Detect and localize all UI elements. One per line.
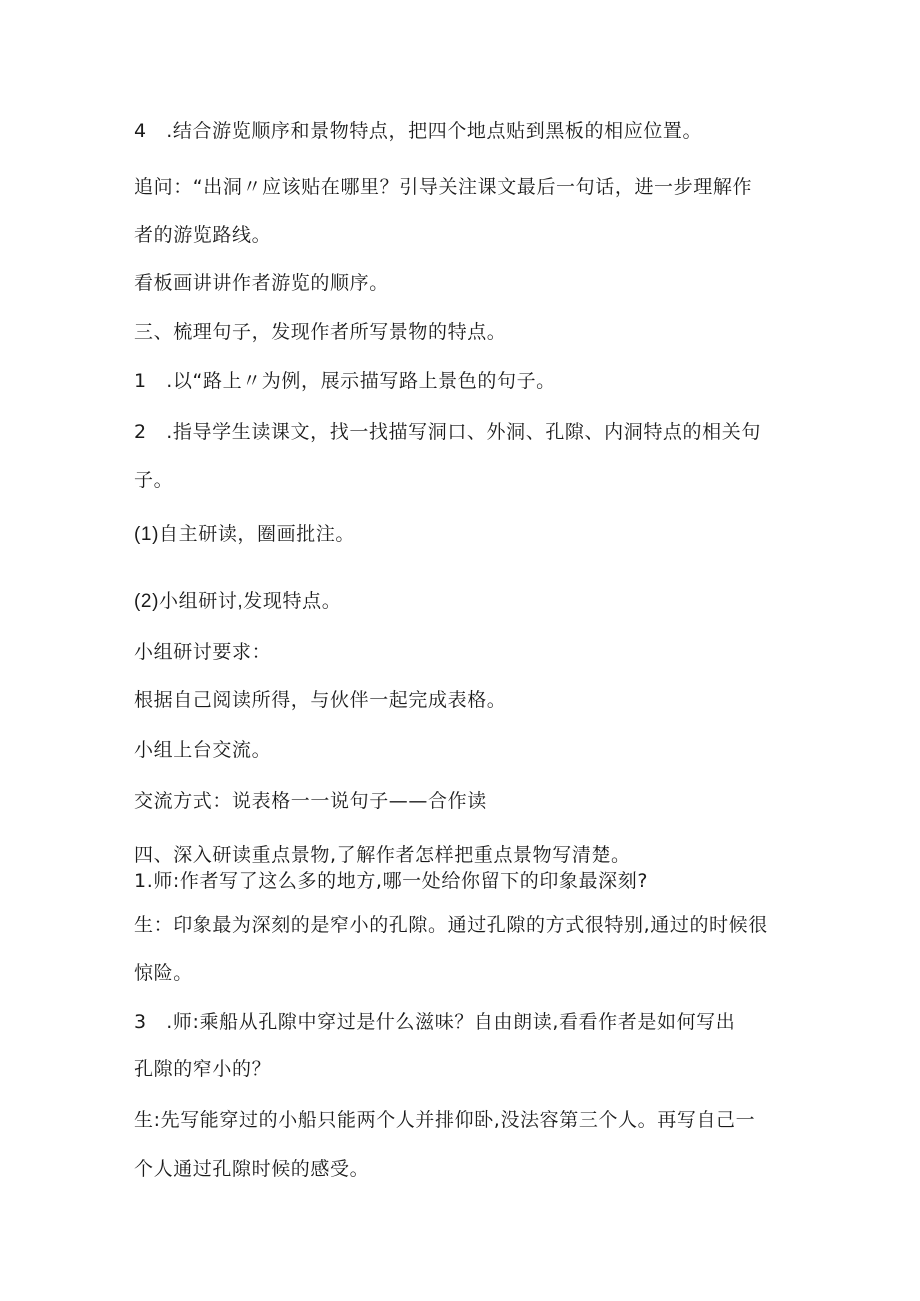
paragraph-teacher-question-1: 1.师:作者写了这么多的地方,哪一处给你留下的印象最深刻? [134, 870, 649, 892]
paragraph-step-2: 2 .指导学生读课文，找一找描写洞口、外洞、孔隙、内洞特点的相关句 [134, 421, 761, 443]
paragraph-followup-question-cont: 者的游览路线。 [134, 224, 272, 246]
paragraph-step-2-cont: 子。 [134, 469, 174, 491]
paragraph-complete-table: 根据自己阅读所得，与伙伴一起完成表格。 [134, 689, 507, 711]
paragraph-step-4: 4 .结合游览顺序和景物特点，把四个地点贴到黑板的相应位置。 [134, 120, 703, 142]
paragraph-group-requirements: 小组研讨要求： [134, 641, 272, 663]
paragraph-student-answer-3: 生:先写能穿过的小船只能两个人并排仰卧,没法容第三个人。再写自己一 [134, 1109, 756, 1131]
section-heading-4: 四、深入研读重点景物,了解作者怎样把重点景物写清楚。 [134, 844, 631, 866]
paragraph-teacher-question-3-cont: 孔隙的窄小的？ [134, 1058, 272, 1080]
paragraph-followup-question: 追问：“出洞〃应该贴在哪里？引导关注课文最后一句话，进一步理解作 [134, 176, 753, 198]
sub-item-1: (1)自主研读，圈画批注。 [134, 524, 356, 545]
paragraph-board-order: 看板画讲讲作者游览的顺序。 [134, 272, 389, 294]
paragraph-student-answer-1: 生：印象最为深刻的是窄小的孔隙。通过孔隙的方式很特别,通过的时候很 [134, 914, 768, 936]
paragraph-teacher-question-3: 3 .师:乘船从孔隙中穿过是什么滋味？自由朗读,看看作者是如何写出 [134, 1011, 736, 1033]
section-heading-3: 三、梳理句子，发现作者所写景物的特点。 [134, 321, 507, 343]
paragraph-step-1: 1 .以“路上〃为例，展示描写路上景色的句子。 [134, 370, 556, 392]
paragraph-share-method: 交流方式：说表格一一说句子——合作读 [134, 790, 487, 812]
sub-item-2: (2)小组研讨,发现特点。 [134, 591, 342, 612]
paragraph-group-share: 小组上台交流。 [134, 739, 272, 761]
paragraph-student-answer-1-cont: 惊险。 [134, 962, 193, 984]
paragraph-student-answer-3-cont: 个人通过孔隙时候的感受。 [134, 1158, 370, 1180]
